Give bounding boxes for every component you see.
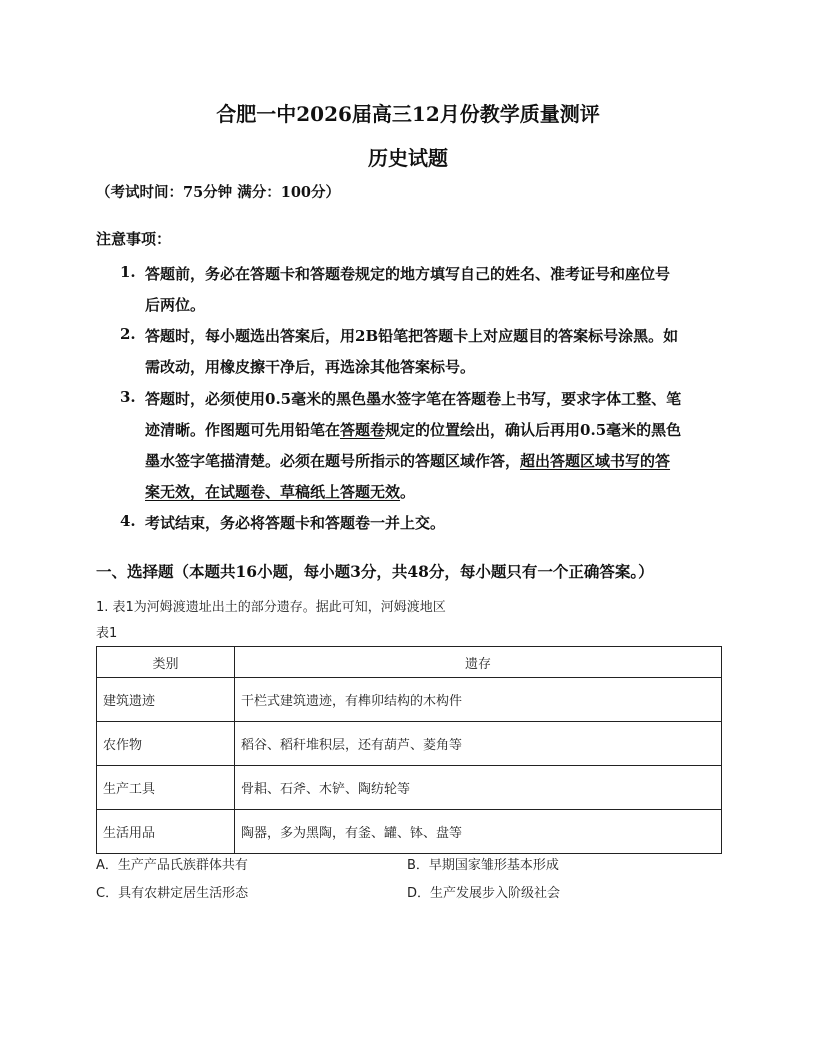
relics-table [96,646,722,854]
table-cell-category: 生活用品 [97,810,235,854]
option-c: C．具有农耕定居生活形态 [96,886,249,901]
note-3-text-b: 规定的位置绘出，确认后再用0.5毫米的黑色 [385,421,682,439]
note-1-line-1: 答题前，务必在答题卡和答题卷规定的地方填写自己的姓名、准考证号和座位号 [145,265,671,283]
table-row [97,810,722,854]
note-3-underlined-warning-1: 超出答题区域书写的答 [520,452,671,470]
subject-title: 历史试题 [368,146,448,170]
exam-title: 合肥一中2026届高三12月份教学质量测评 [216,102,600,126]
note-3-line-2 [145,419,681,440]
note-3-line-1: 答题时，必须使用0.5毫米的黑色墨水签字笔在答题卷上书写，要求字体工整、笔 [145,390,682,408]
table-cell-relics: 陶器，多为黑陶，有釜、罐、钵、盘等 [235,810,722,854]
table-row [97,766,722,810]
table-header-category: 类别 [97,647,235,678]
note-2-line-1: 答题时，每小题选出答案后，用2B铅笔把答题卡上对应题目的答案标号涂黑。如 [145,327,679,345]
note-1-number: 1. [120,263,136,281]
table-cell-relics: 干栏式建筑遗迹，有榫卯结构的木构件 [235,678,722,722]
table-cell-category: 生产工具 [97,766,235,810]
table-row [97,722,722,766]
table-cell-relics: 骨耜、石斧、木铲、陶纺轮等 [235,766,722,810]
table-header-row [97,647,722,678]
note-4-line-1: 考试结束，务必将答题卡和答题卷一并上交。 [145,514,446,532]
table-1-label: 表1 [96,626,118,641]
table-cell-category: 农作物 [97,722,235,766]
note-3-period: 。 [400,483,416,501]
notes-heading: 注意事项： [96,230,172,248]
table-row [97,678,722,722]
note-3-text-c: 墨水签字笔描清楚。必须在题号所指示的答题区域作答， [145,452,521,470]
note-1-line-2: 后两位。 [145,296,206,314]
table-cell-relics: 稻谷、稻秆堆积层，还有葫芦、菱角等 [235,722,722,766]
option-b: B．早期国家雏形基本形成 [407,858,559,873]
note-3-text-a: 迹清晰。作图题可先用铅笔在 [145,421,341,439]
note-3-underlined-warning-2: 案无效，在试题卷、草稿纸上答题无效 [145,483,401,501]
option-d: D．生产发展步入阶级社会 [407,886,561,901]
note-3-line-4 [145,481,415,502]
note-2-number: 2. [120,325,136,343]
note-4-number: 4. [120,512,136,530]
option-a: A．生产产品氏族群体共有 [96,858,248,873]
note-3-line-3 [145,450,670,471]
note-3-number: 3. [120,388,136,406]
note-2-line-2: 需改动，用橡皮擦干净后，再选涂其他答案标号。 [145,358,476,376]
table-cell-category: 建筑遗迹 [97,678,235,722]
exam-info: （考试时间：75分钟 满分：100分） [96,184,340,201]
table-header-relics: 遗存 [235,647,722,678]
section-1-heading: 一、选择题（本题共16小题，每小题3分，共48分，每小题只有一个正确答案。） [96,562,654,581]
question-1-stem: 1. 表1为河姆渡遗址出土的部分遗存。据此可知，河姆渡地区 [96,600,446,615]
note-3-underlined-answer-sheet: 答题卷 [340,421,386,439]
